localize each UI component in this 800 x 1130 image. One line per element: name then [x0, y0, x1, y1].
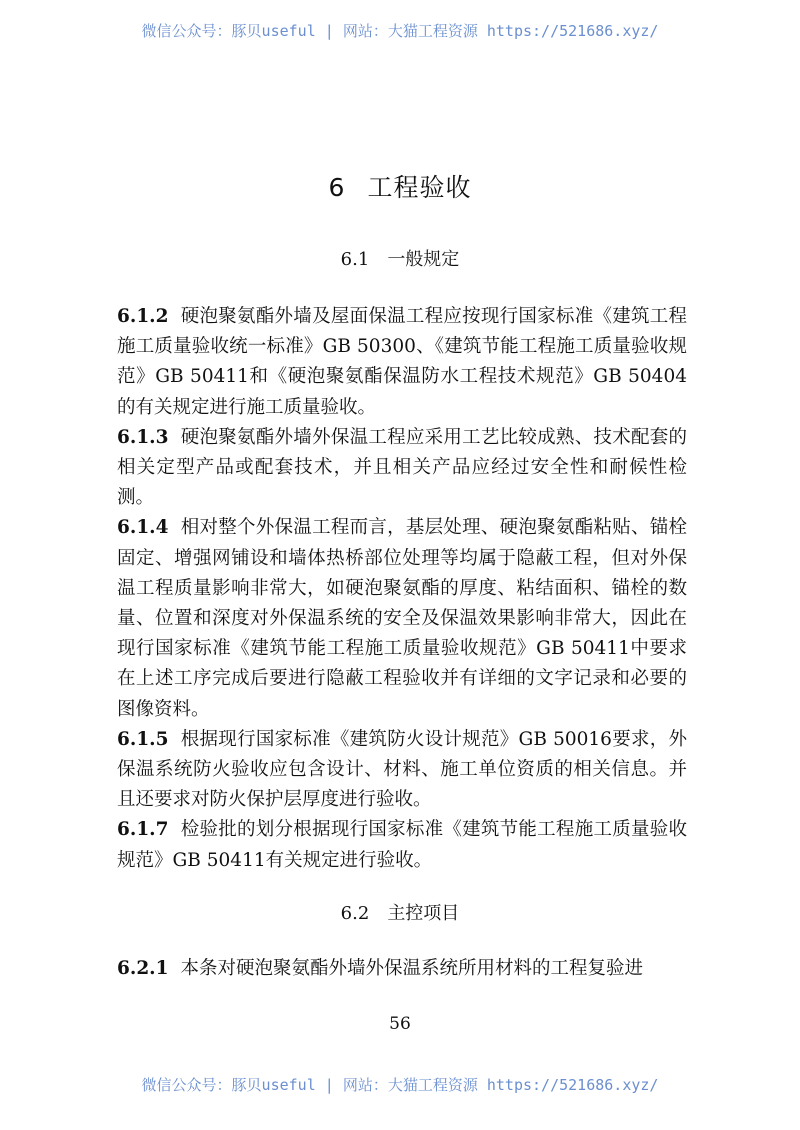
clause-6-1-2: [117, 302, 687, 423]
section-number: 6.1: [340, 249, 370, 270]
clause-6-2-1: [117, 954, 687, 984]
clause-text: 本条对硬泡聚氨酯外墙外保温系统所用材料的工程复验进: [180, 958, 644, 979]
clause-number: 6.1.3: [117, 426, 169, 448]
section-title: 主控项目: [387, 903, 460, 924]
chapter-title-text: 工程验收: [367, 173, 472, 202]
clause-text: 硬泡聚氨酯外墙及屋面保温工程应按现行国家标准《建筑工程施工质量验收统一标准》GB 50300、《建筑节能工程施工质量验收规范》GB 50411和《硬泡聚氨酯保温防水工程技术规范》GB 50404的有关规定进行施工质量验收。: [117, 306, 687, 418]
section-heading-6-2: [0, 899, 800, 925]
clause-text: 相对整个外保温工程而言，基层处理、硬泡聚氨酯粘贴、锚栓固定、增强网铺设和墙体热桥部位处理等均属于隐蔽工程，但对外保温工程质量影响非常大，如硬泡聚氨酯的厚度、粘结面积、锚栓的数量、位置和深度对外保温系统的安全及保温效果影响非常大，因此在现行国家标准《建筑节能工程施工质量验收规范》GB 50411中要求在上述工序完成后要进行隐蔽工程验收并有详细的文字记录和必要的图像资料。: [117, 517, 687, 720]
page-number: 56: [389, 1014, 411, 1034]
clause-list-6-1: [117, 302, 687, 876]
clause-number: 6.1.7: [117, 819, 169, 841]
chapter-number: 6: [328, 173, 346, 202]
clause-text: 根据现行国家标准《建筑防火设计规范》GB 50016要求，外保温系统防火验收应包含设计、材料、施工单位资质的相关信息。并且还要求对防火保护层厚度进行验收。: [117, 728, 687, 811]
clause-6-1-4: [117, 513, 687, 724]
chapter-title: [0, 168, 800, 204]
clause-number: 6.2.1: [117, 958, 169, 979]
section-title: 一般规定: [387, 249, 460, 270]
clause-text: 检验批的划分根据现行国家标准《建筑节能工程施工质量验收规范》GB 50411有关规定进行验收。: [117, 819, 687, 871]
section-heading-6-1: [0, 245, 800, 271]
clause-number: 6.1.5: [117, 728, 169, 750]
clause-6-1-7: [117, 815, 687, 875]
clause-6-1-5: [117, 725, 687, 816]
clause-number: 6.1.4: [117, 517, 169, 539]
watermark-bottom: 微信公众号：豚贝useful | 网站：大猫工程资源 https://521686.xyz/: [141, 1076, 659, 1094]
clause-6-1-3: [117, 423, 687, 514]
clause-text: 硬泡聚氨酯外墙外保温工程应采用工艺比较成熟、技术配套的相关定型产品或配套技术，并且相关产品应经过安全性和耐候性检测。: [117, 426, 687, 509]
clause-number: 6.1.2: [117, 306, 169, 327]
section-number: 6.2: [340, 903, 370, 924]
watermark-top: 微信公众号：豚贝useful | 网站：大猫工程资源 https://521686.xyz/: [141, 22, 659, 40]
